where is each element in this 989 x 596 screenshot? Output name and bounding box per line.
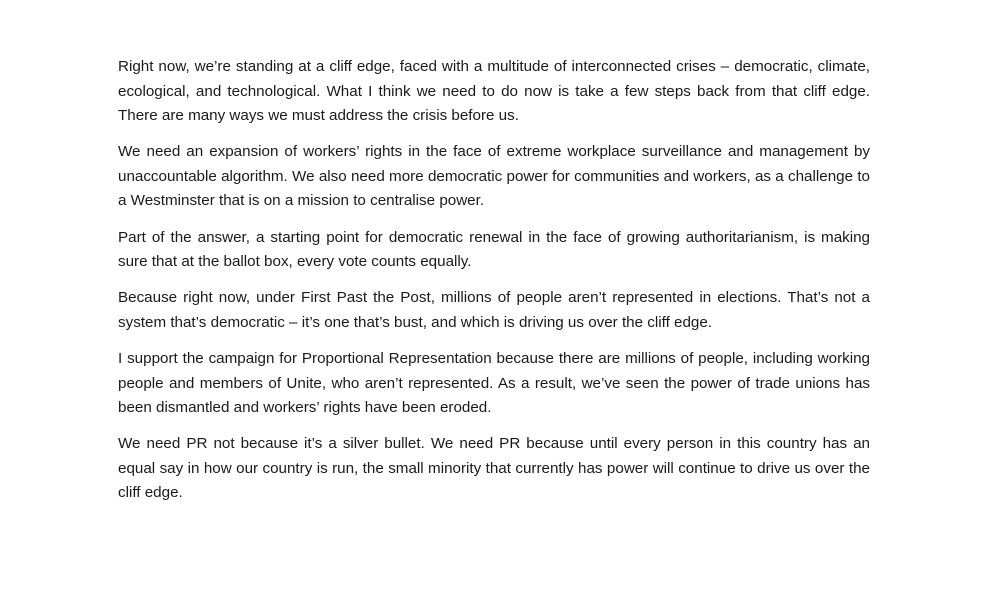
paragraph-4: Because right now, under First Past the Post, millions of people aren’t represented in elections. That’s not a system that’s democratic – it’s one that’s bust, and which is driving us over the cliff edge. <box>118 289 870 331</box>
paragraph-5: I support the campaign for Proportional Representation because there are millions of people, including working people and members of Unite, who aren’t represented. As a result, we’ve seen the power of trade unions has been dismantled and workers’ rights have been eroded. <box>118 349 870 417</box>
document-body <box>118 55 870 518</box>
paragraph-6: We need PR not because it’s a silver bullet. We need PR because until every person in this country has an equal say in how our country is run, the small minority that currently has power will continue to drive us over the cliff edge. <box>118 435 870 502</box>
paragraph-2: We need an expansion of workers’ rights in the face of extreme workplace surveillance and management by unaccountable algorithm. We also need more democratic power for communities and workers, as a challenge to a Westminster that is on a mission to centralise power. <box>118 143 870 210</box>
paragraph-3: Part of the answer, a starting point for democratic renewal in the face of growing authoritarianism, is making sure that at the ballot box, every vote counts equally. <box>118 228 870 271</box>
paragraph-1: Right now, we’re standing at a cliff edge, faced with a multitude of interconnected crises – democratic, climate, ecological, and technological. What I think we need to do now is take a few steps back from that cliff edge. There are many ways we must address the crisis before us. <box>118 58 870 125</box>
